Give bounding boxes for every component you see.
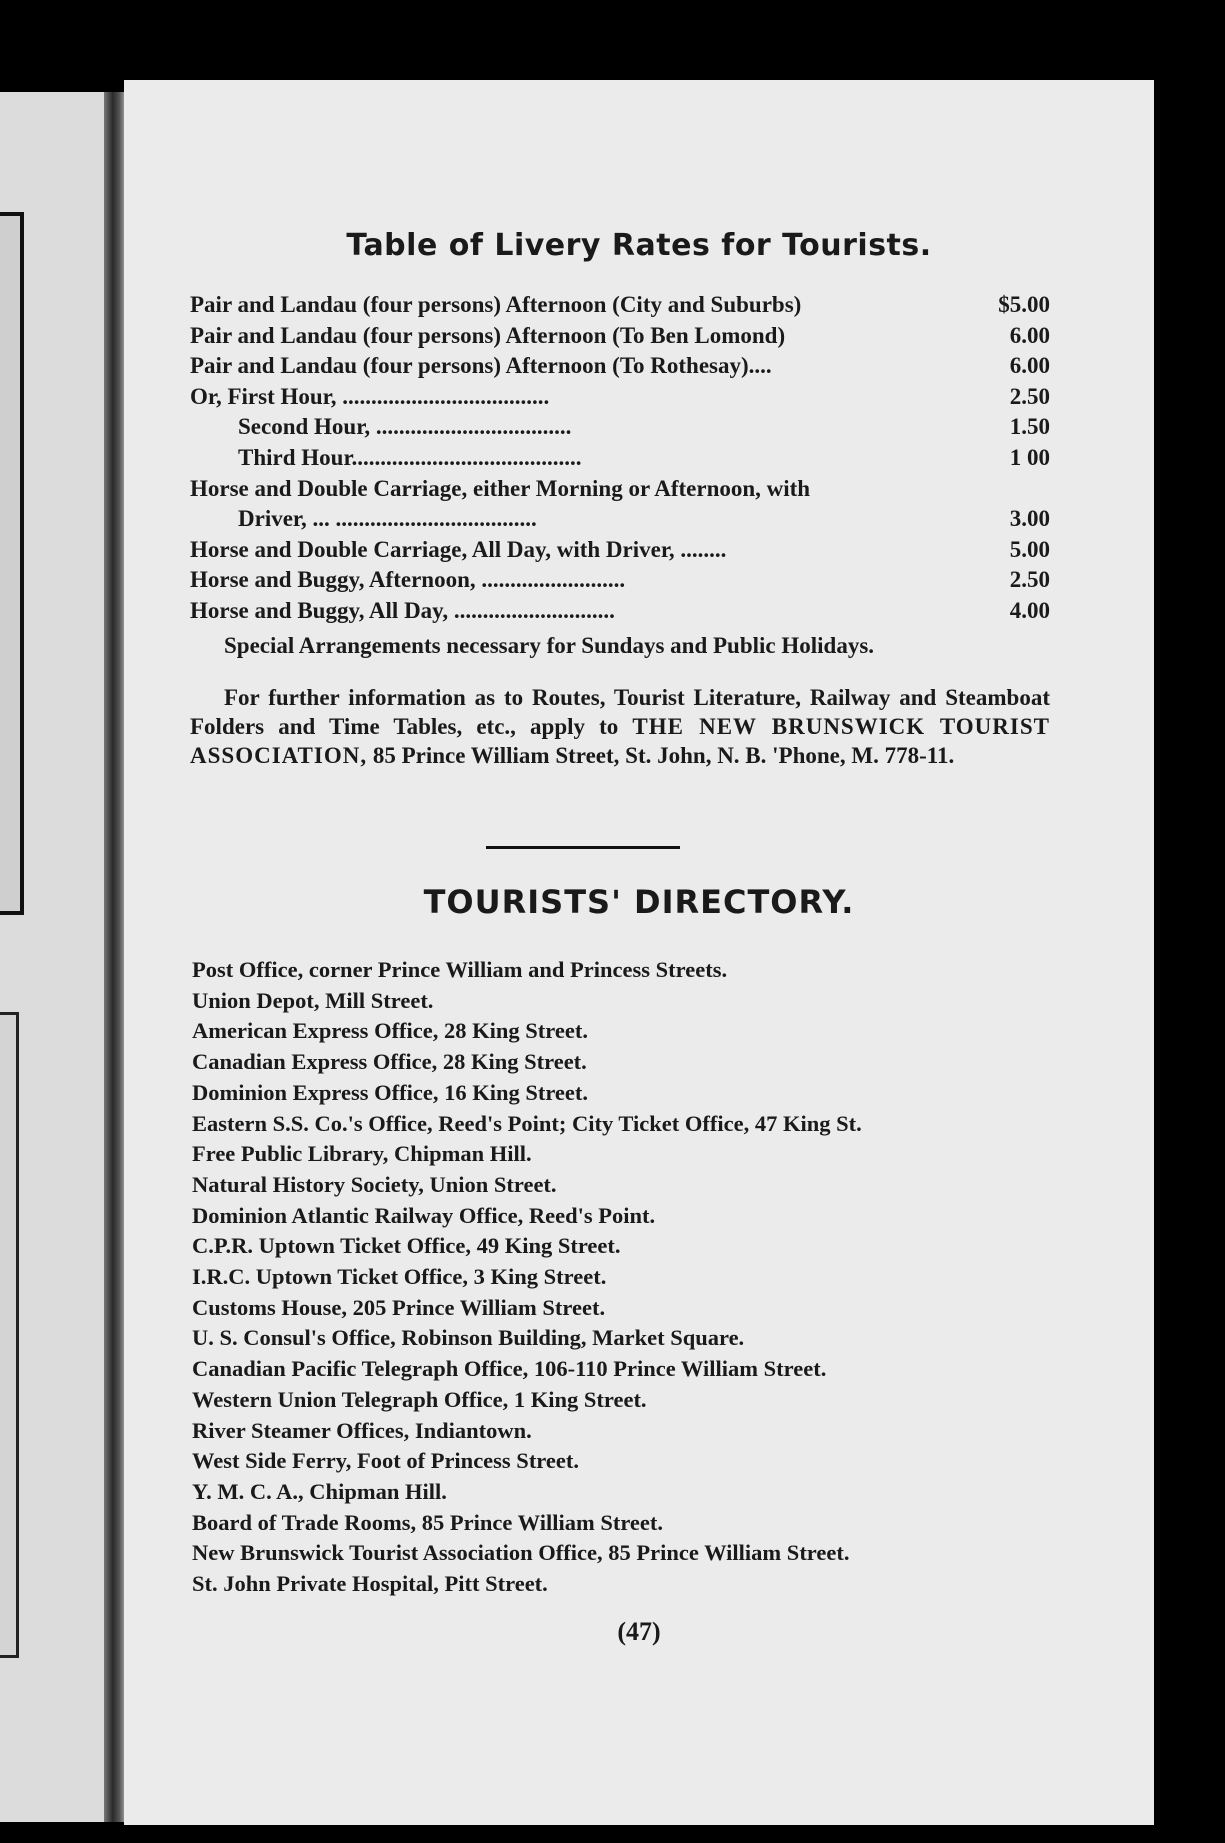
- further-information-paragraph: [190, 683, 1050, 770]
- rate-price: 6.00: [1009, 322, 1050, 348]
- rate-row: [190, 596, 1050, 627]
- directory-item: American Express Office, 28 King Street.: [192, 1018, 588, 1044]
- directory-item: Customs House, 205 Prince William Street.: [192, 1294, 606, 1320]
- rate-description: Horse and Double Carriage, All Day, with Driver, ........: [190, 536, 727, 562]
- section-divider: [486, 846, 680, 849]
- rate-price: 6.00: [1009, 353, 1050, 379]
- livery-title: Table of Livery Rates for Tourists.: [346, 228, 932, 263]
- rate-description: Pair and Landau (four persons) Afternoon (City and Suburbs): [190, 292, 802, 317]
- directory-item: Canadian Express Office, 28 King Street.: [192, 1049, 587, 1075]
- rate-price: 4.00: [1009, 597, 1050, 623]
- rate-price: $5.00: [998, 292, 1050, 317]
- rate-row: [190, 351, 1050, 382]
- rate-row: [190, 443, 1050, 474]
- rate-row: [190, 474, 1050, 505]
- directory-item: Union Depot, Mill Street.: [192, 987, 434, 1013]
- directory-item: River Steamer Offices, Indiantown.: [192, 1417, 532, 1443]
- directory-item: Post Office, corner Prince William and Princess Streets.: [192, 957, 728, 982]
- livery-rates-table: [190, 290, 1050, 627]
- rate-description: Pair and Landau (four persons) Afternoon (To Ben Lomond): [190, 322, 786, 348]
- directory-item: Canadian Pacific Telegraph Office, 106-110 Prince William Street.: [192, 1356, 827, 1382]
- left-page-frame-bottom: [0, 1012, 19, 1658]
- rate-row: [190, 382, 1050, 413]
- directory-item: Dominion Express Office, 16 King Street.: [192, 1079, 589, 1105]
- rate-description: Pair and Landau (four persons) Afternoon (To Rothesay)....: [190, 353, 772, 379]
- association-name: THE NEW BRUNSWICK TOURIST ASSOCIATION,: [190, 714, 1050, 768]
- rate-row: [190, 535, 1050, 566]
- rate-price: 5.00: [1009, 536, 1050, 562]
- directory-item: Free Public Library, Chipman Hill.: [192, 1141, 532, 1167]
- directory-title: TOURISTS' DIRECTORY.: [423, 883, 855, 921]
- rate-row: [190, 321, 1050, 352]
- directory-item: C.P.R. Uptown Ticket Office, 49 King Street.: [192, 1233, 621, 1259]
- rate-row: [190, 504, 1050, 535]
- rate-description: Second Hour, ..................................: [238, 414, 572, 440]
- left-page-edge: [0, 92, 112, 1822]
- page-number: (47): [617, 1617, 661, 1646]
- rate-row: [190, 412, 1050, 443]
- directory-item: Western Union Telegraph Office, 1 King Street.: [192, 1386, 647, 1412]
- directory-item: St. John Private Hospital, Pitt Street.: [192, 1571, 548, 1597]
- rate-price: 2.50: [1009, 567, 1050, 593]
- rate-description: Third Hour........................................: [238, 444, 582, 470]
- rate-description: Horse and Buggy, All Day, ............................: [190, 597, 615, 623]
- directory-item: Y. M. C. A., Chipman Hill.: [192, 1478, 447, 1504]
- special-arrangements-note: Special Arrangements necessary for Sundays and Public Holidays.: [224, 633, 875, 658]
- directory-item: West Side Ferry, Foot of Princess Street.: [192, 1448, 579, 1474]
- rate-price: 3.00: [1009, 506, 1050, 532]
- rate-row: [190, 290, 1050, 321]
- association-address: 85 Prince William Street, St. John, N. B. 'Phone, M. 778-11.: [367, 743, 955, 768]
- directory-item: Board of Trade Rooms, 85 Prince William Street.: [192, 1509, 663, 1535]
- rate-price: 1.50: [1009, 414, 1050, 440]
- tourists-directory-list: [192, 955, 1092, 1600]
- directory-item: U. S. Consul's Office, Robinson Building, Market Square.: [192, 1325, 745, 1351]
- directory-item: New Brunswick Tourist Association Office, 85 Prince William Street.: [192, 1540, 850, 1566]
- directory-item: I.R.C. Uptown Ticket Office, 3 King Street.: [192, 1264, 607, 1290]
- rate-description: Horse and Double Carriage, either Morning or Afternoon, with: [190, 475, 811, 501]
- right-page: [124, 80, 1154, 1825]
- rate-description: Or, First Hour, ....................................: [190, 383, 550, 409]
- left-page-frame-top: [0, 212, 24, 915]
- rate-row: [190, 565, 1050, 596]
- rate-price: 1 00: [1009, 444, 1050, 470]
- rate-price: 2.50: [1009, 383, 1050, 409]
- page-content: [124, 80, 1154, 1825]
- further-information-text: For further information as to Routes, Tourist Literature, Railway and Steamboat Folders and Time Tables, etc., apply to: [190, 685, 1050, 739]
- book-gutter: [104, 92, 126, 1822]
- rate-description: Horse and Buggy, Afternoon, .........................: [190, 567, 626, 593]
- directory-item: Dominion Atlantic Railway Office, Reed's Point.: [192, 1202, 656, 1228]
- rate-description: Driver, ... ...................................: [238, 506, 537, 532]
- directory-item: Natural History Society, Union Street.: [192, 1171, 557, 1197]
- directory-item: Eastern S.S. Co.'s Office, Reed's Point; City Ticket Office, 47 King St.: [192, 1110, 862, 1136]
